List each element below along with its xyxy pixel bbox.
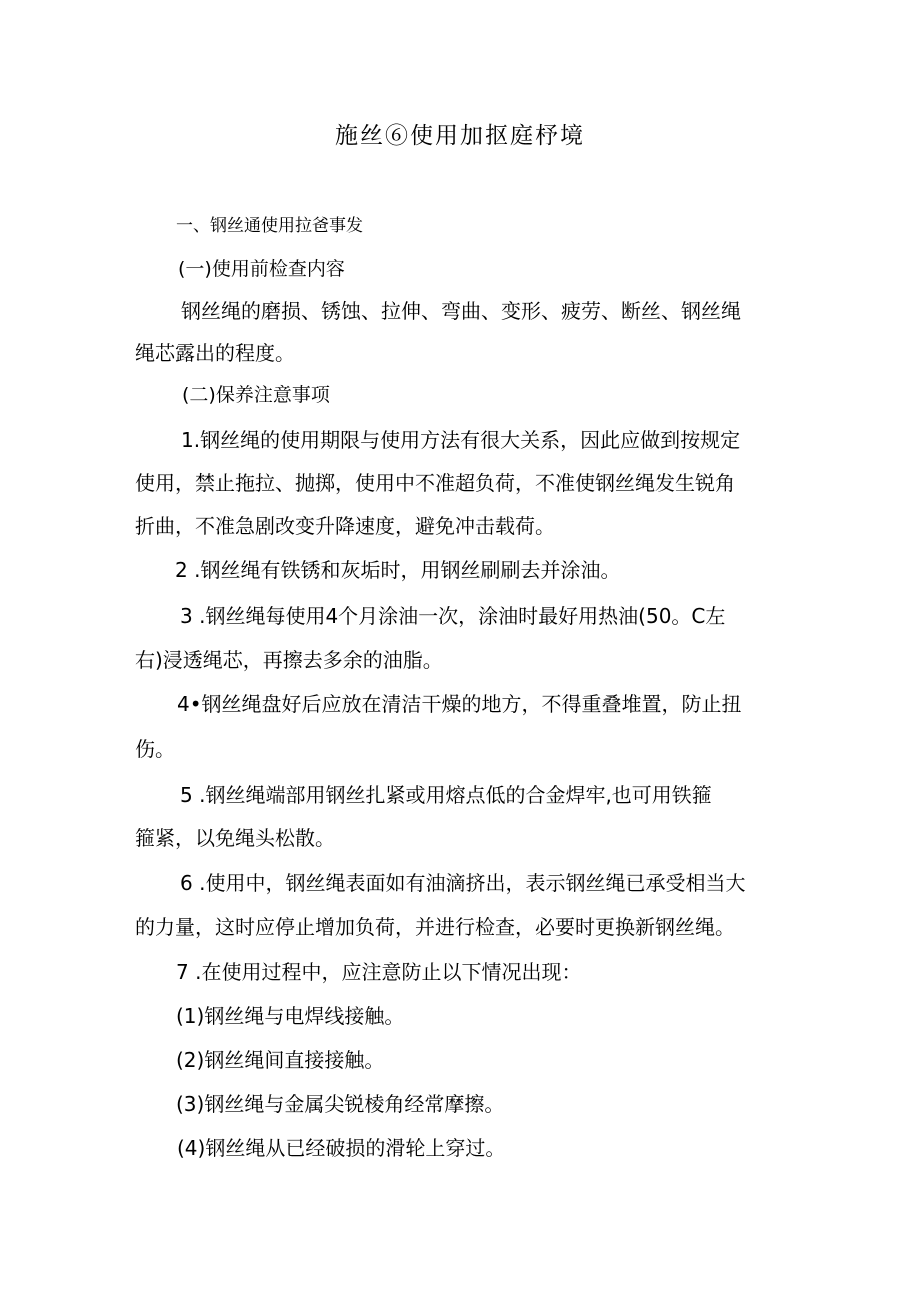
document-title: 施丝⑥使用加抠庭杼境 xyxy=(335,123,585,149)
paragraph-line: 6 .使用中，钢丝绳表面如有油滴挤出，表示钢丝绳已承受相当大 xyxy=(180,871,746,895)
paragraph-line: 5 .钢丝绳端部用钢丝扎紧或用熔点低的合金焊牢,也可用铁箍 xyxy=(180,783,712,807)
section-heading-usage-notes: 一、钢丝通使用拉爸事发 xyxy=(176,216,363,236)
paragraph-line: 折曲，不准急剧改变升降速度，避免冲击载荷。 xyxy=(135,514,555,538)
paragraph-line: 4•钢丝绳盘好后应放在清洁干燥的地方，不得重叠堆置，防止扭 xyxy=(177,692,742,716)
condition-item: (4)钢丝绳从已经破损的滑轮上穿过。 xyxy=(177,1136,506,1160)
condition-item: (3)钢丝绳与金属尖锐棱角经常摩擦。 xyxy=(176,1092,505,1116)
paragraph-line: 3 .钢丝绳每使用4个月涂油一次，涂油时最好用热油(50。C左 xyxy=(180,604,726,628)
condition-item: (1)钢丝绳与电焊线接触。 xyxy=(176,1004,405,1028)
paragraph-line: 2 .钢丝绳有铁锈和灰垢时，用钢丝刷刷去并涂油。 xyxy=(175,558,621,582)
paragraph-line: 钢丝绳的磨损、锈蚀、拉伸、弯曲、变形、疲劳、断丝、钢丝绳 xyxy=(181,299,741,323)
paragraph-line: 伤。 xyxy=(135,737,175,761)
paragraph-line: 的力量，这时应停止增加负荷，并进行检查，必要时更换新钢丝绳。 xyxy=(135,915,735,939)
paragraph-line: 右)浸透绳芯，再擦去多余的油脂。 xyxy=(135,648,443,672)
subsection-heading-pre-use-check: (一)使用前检查内容 xyxy=(178,258,345,280)
paragraph-line: 1.钢丝绳的使用期限与使用方法有很大关系，因此应做到按规定 xyxy=(181,428,741,452)
paragraph-line: 箍紧，以免绳头松散。 xyxy=(135,826,335,850)
paragraph-line: 绳芯露出的程度。 xyxy=(135,341,295,365)
condition-item: (2)钢丝绳间直接接触。 xyxy=(176,1048,385,1072)
subsection-heading-maintenance: (二)保养注意事项 xyxy=(182,384,330,406)
paragraph-line: 7 .在使用过程中，应注意防止以下情况出现： xyxy=(176,960,582,984)
paragraph-line: 使用，禁止拖拉、抛掷，使用中不准超负荷，不准使钢丝绳发生锐角 xyxy=(135,471,735,495)
